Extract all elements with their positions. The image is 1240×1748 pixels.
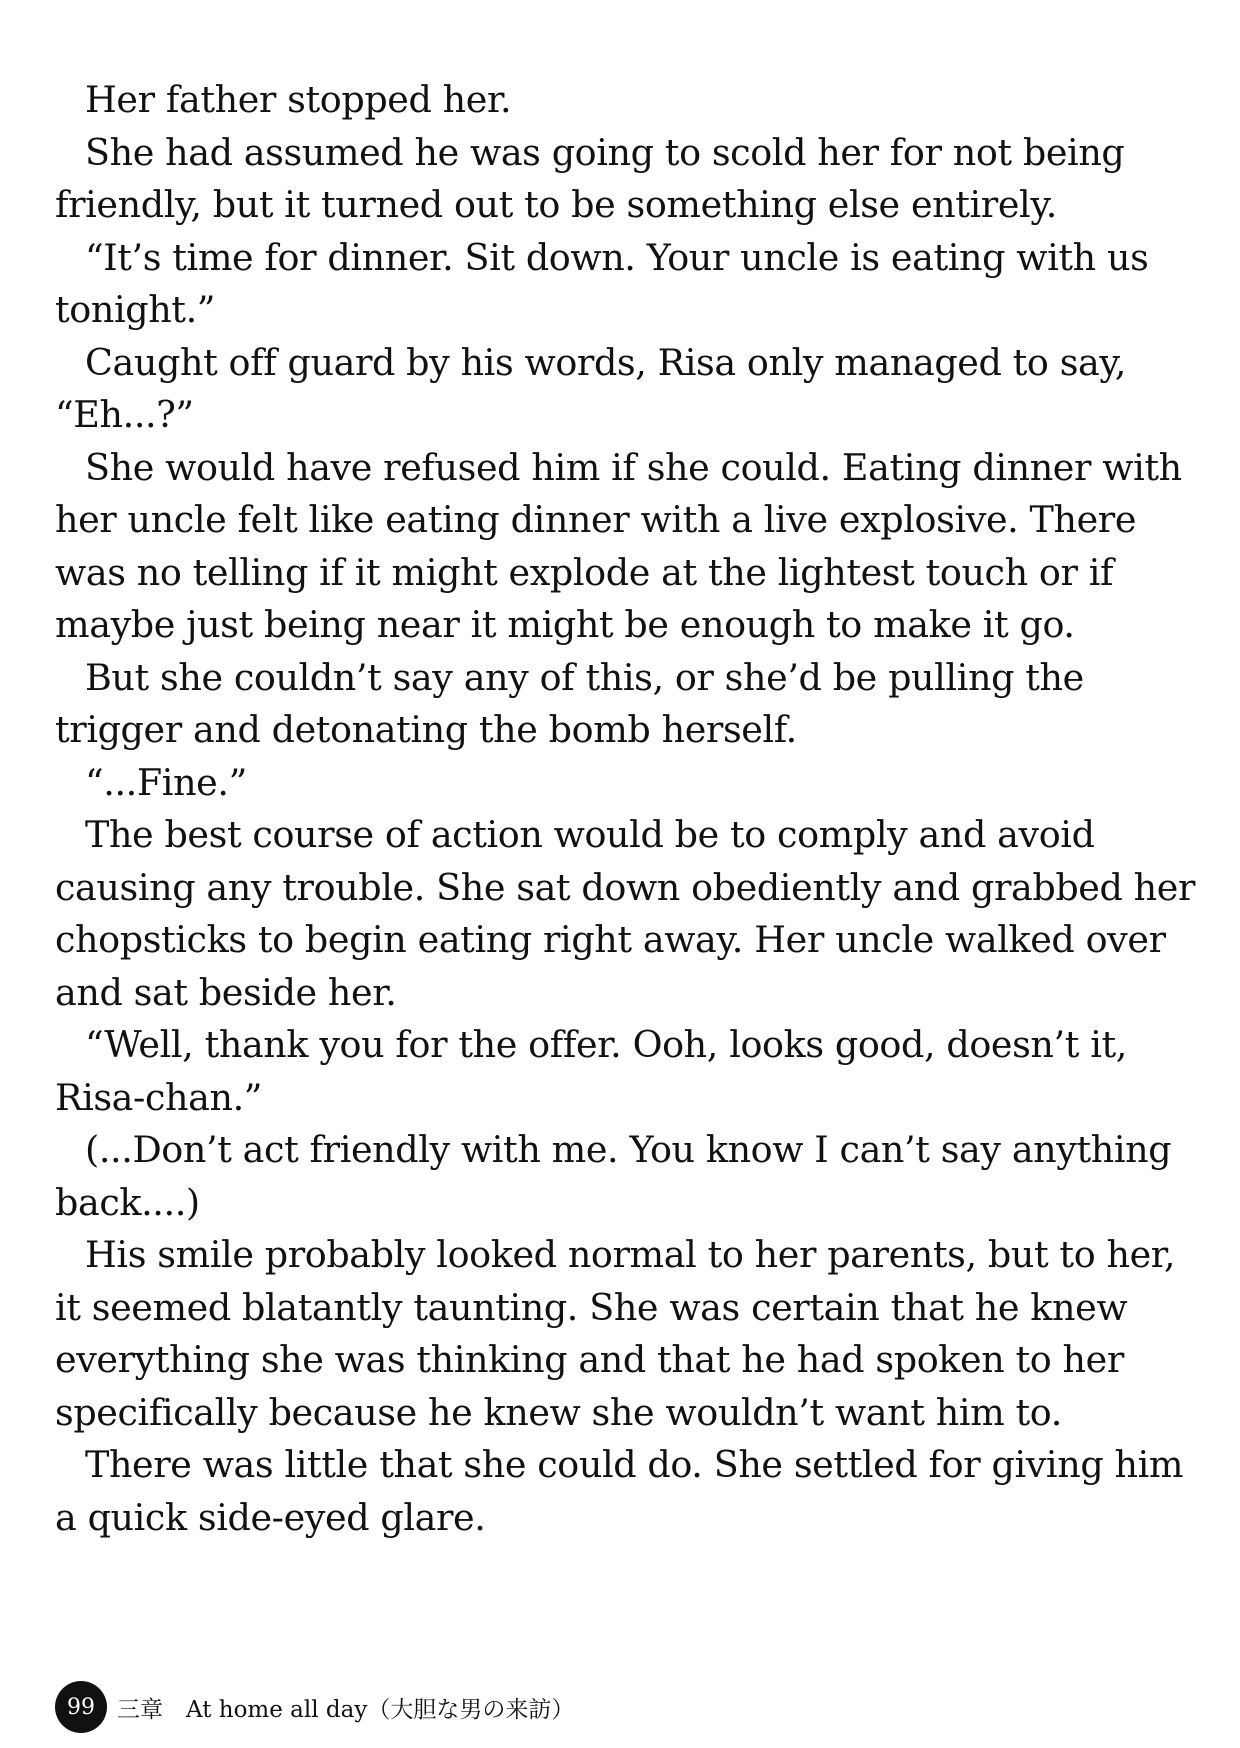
body-text	[55, 74, 1195, 1544]
paragraph: The best course of action would be to comply and avoid causing any trouble. She sat down obediently and grabbed her chopsticks to begin eating right away. Her uncle walked over and sat beside her.	[55, 813, 1196, 1014]
page-footer	[55, 1681, 574, 1733]
running-head: 三章 At home all day（大胆な男の来訪）	[117, 1696, 575, 1723]
paragraph: She would have refused him if she could. Eating dinner with her uncle felt like eating dinner with a live explosive. There was no telling if it might explode at the lightest touch or if maybe just being near it might be enough to make it go.	[55, 445, 1182, 646]
paragraph: But she couldn’t say any of this, or she’d be pulling the trigger and detonating the bomb herself.	[55, 655, 1084, 751]
paragraph: “Well, thank you for the offer. Ooh, looks good, doesn’t it, Risa-chan.”	[55, 1023, 1127, 1119]
paragraph: (...Don’t act friendly with me. You know I can’t say anything back....)	[55, 1128, 1172, 1224]
paragraph: His smile probably looked normal to her parents, but to her, it seemed blatantly taunting. She was certain that he knew everything she was thinking and that he had spoken to her specifically because he knew she wouldn’t want him to.	[55, 1233, 1176, 1434]
paragraph: “...Fine.”	[85, 760, 247, 804]
paragraph: Caught off guard by his words, Risa only managed to say, “Eh...?”	[55, 340, 1126, 436]
paragraph: She had assumed he was going to scold her for not being friendly, but it turned out to be something else entirely.	[55, 130, 1125, 226]
paragraph: Her father stopped her.	[85, 78, 512, 121]
paragraph: There was little that she could do. She settled for giving him a quick side-eyed glare.	[55, 1443, 1184, 1539]
page-number-badge: 99	[55, 1681, 107, 1733]
paragraph: “It’s time for dinner. Sit down. Your uncle is eating with us tonight.”	[55, 235, 1149, 331]
